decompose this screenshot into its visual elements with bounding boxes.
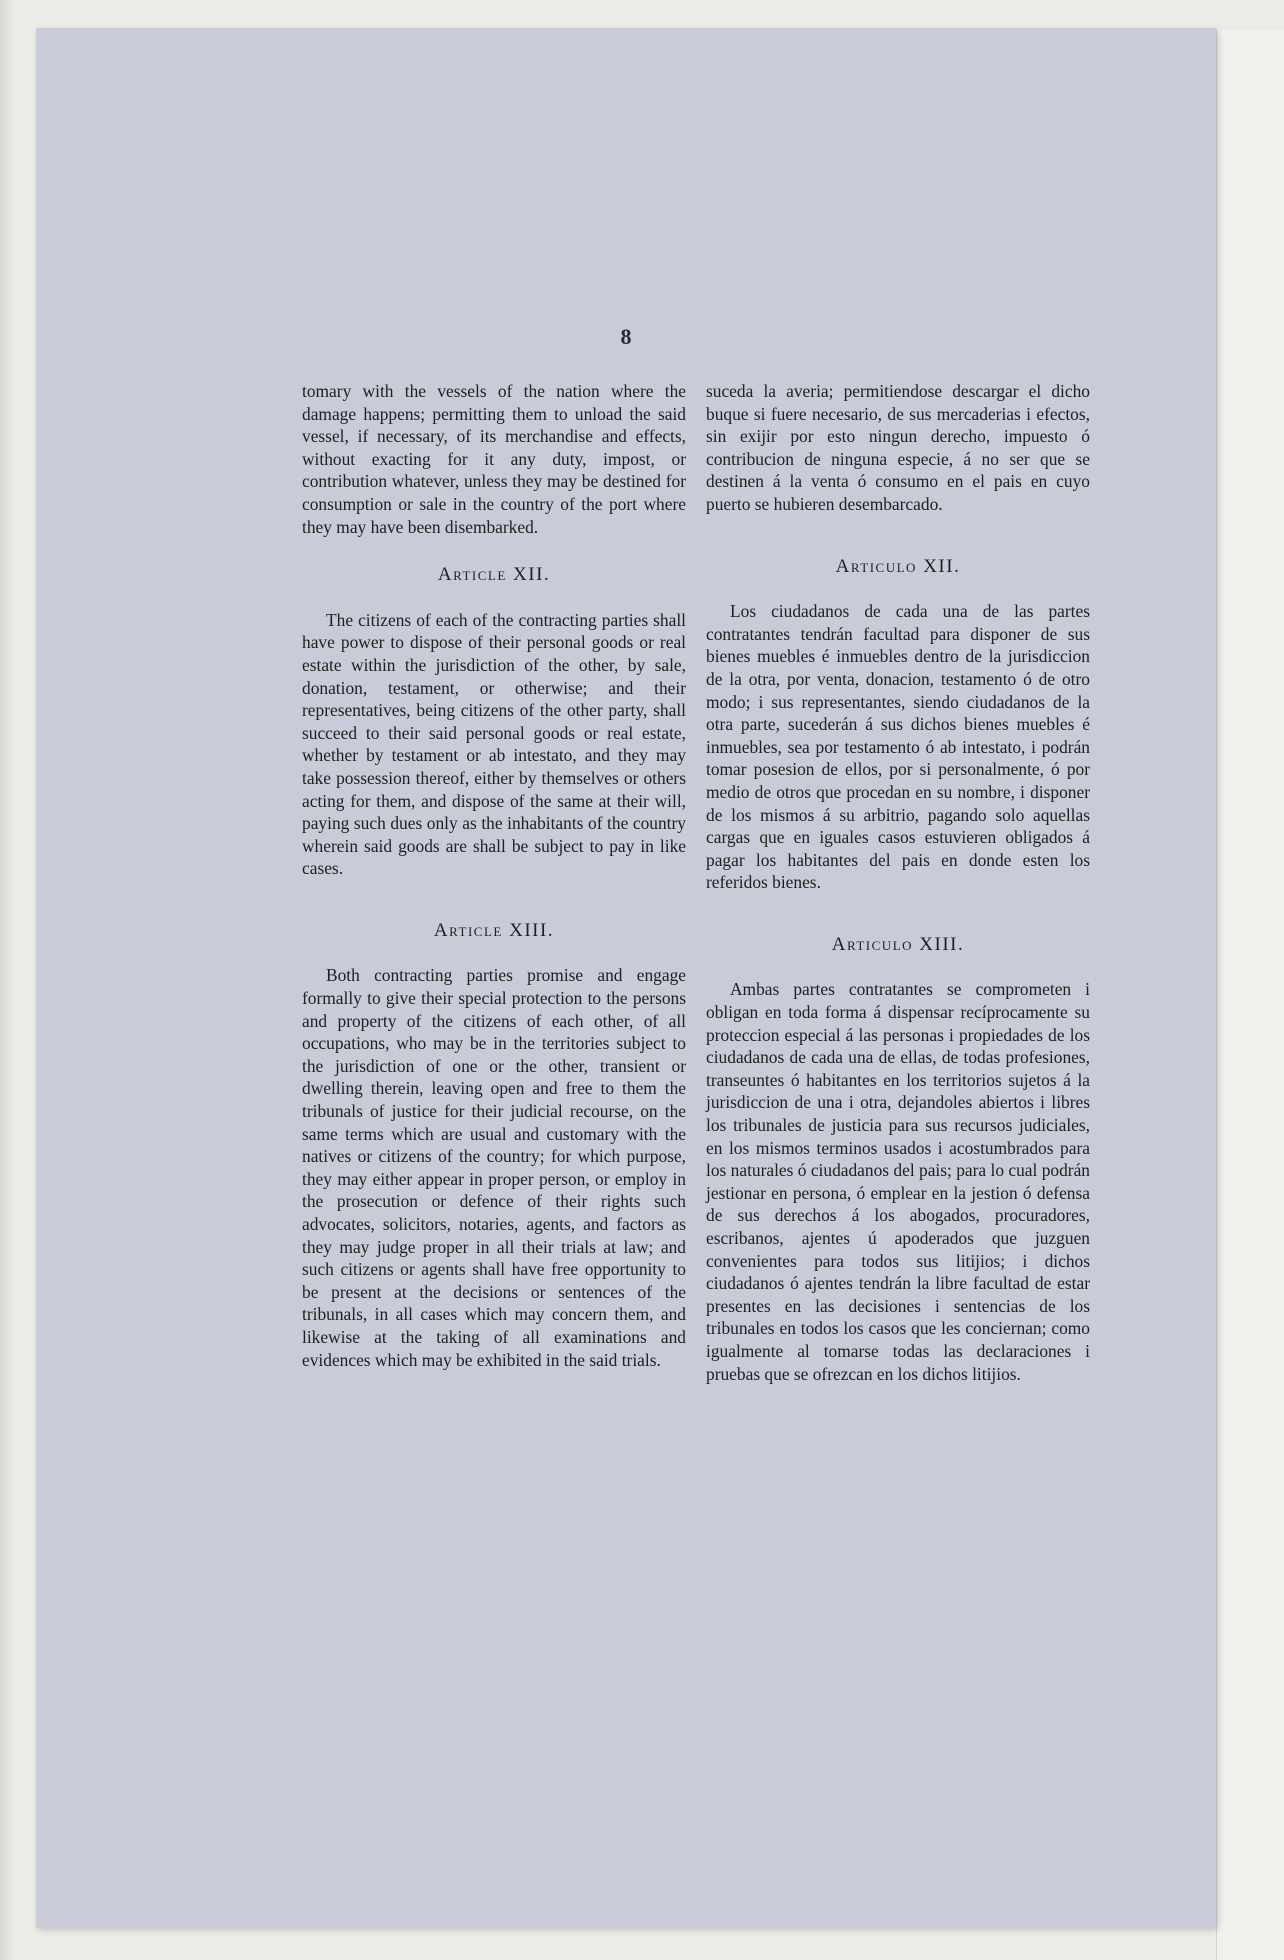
articulo-13-body: Ambas partes contratantes se comprometen i obligan en toda forma á dispensar recíprocamente su proteccion especial á las personas i propiedades de los ciudadanos de cada una de ellas, de todas profesiones, transeuntes ó habitantes en los territorios sujetos á la jurisdiccion de una i otra, dejandoles abiertos i libres los tribunales de justicia para sus recursos judiciales, en los mismos terminos usados i acostumbrados para los naturales ó ciudadanos del pais; para lo cual podrán jestionar en persona, ó emplear en la jestion ó defensa de sus derechos á los abogados, procuradores, escribanos, ajentes ú apoderados que juzguen convenientes para todos sus litijios; i dichos ciudadanos ó ajentes tendrán la libre facultad de estar presentes en las decisiones i sentencias de los tribunales en todos los casos que les conciernan; como igualmente al tomarse todas las declaraciones i pruebas que se ofrezcan en los dichos litijios.: [706, 979, 1090, 1384]
document-page: [36, 28, 1216, 1928]
background-sheet-edge: [0, 0, 14, 1960]
article-13-body: Both contracting parties promise and engage formally to give their special protection to the persons and property of the citizens of each other, of all occupations, who may be in the territories subject to the jurisdiction of one or the other, transient or dwelling therein, leaving open and free to them the tribunals of justice for their judicial recourse, on the same terms which are usual and customary with the natives or citizens of the country; for which purpose, they may either appear in proper person, or employ in the prosecution or defence of their rights such advocates, solicitors, notaries, agents, and factors as they may judge proper in all their trials at law; and such citizens or agents shall have free opportunity to be present at the decisions or sentences of the tribunals, in all cases which may concern them, and likewise at the taking of all examinations and evidences which may be exhibited in the said trials.: [302, 965, 686, 1370]
articulo-12-body: Los ciudadanos de cada una de las partes contratantes tendrán facultad para disponer de sus bienes muebles é inmuebles dentro de la jurisdiccion de la otra, por venta, donacion, testamento ó de otro modo; i sus representantes, siendo ciudadanos de la otra parte, sucederán á sus dichos bienes muebles é inmuebles, sea por testamento ó ab intestato, i podrán tomar posesion de ellos, por si personalmente, ó por medio de otros que procedan en su nombre, i disponer de los mismos á su arbitrio, pagando solo aquellas cargas que en iguales casos estuvieren obligados á pagar los habitantes del pais en donde esten los referidos bienes.: [706, 601, 1090, 893]
spanish-column: [706, 380, 1090, 1385]
spanish-intro-paragraph: suceda la averia; permitiendose descargar el dicho buque si fuere necesario, de sus mercaderias i efectos, sin exijir por esto ningun derecho, impuesto ó contribucion de ninguna especie, á no ser que se destinen á la venta ó consumo en el pais en cuyo puerto se hubieren desembarcado.: [706, 381, 1090, 514]
articulo-13-heading: Articulo XIII.: [831, 933, 965, 955]
article-12-body: The citizens of each of the contracting parties shall have power to dispose of their personal goods or real estate within the jurisdiction of the other, by sale, donation, testament, or otherwise; and their representatives, being citizens of the other party, shall succeed to their said personal goods or real estate, whether by testament or ab intestato, and they may take possession thereof, either by themselves or others acting for them, and dispose of the same at their will, paying such dues only as the inhabitants of the country wherein said goods are shall be subject to pay in like cases.: [302, 609, 686, 879]
article-12-heading: Article XII.: [437, 564, 551, 586]
english-intro-paragraph: tomary with the vessels of the nation where the damage happens; permitting them to unload the said vessel, if necessary, of its merchandise and effects, without exacting for it any duty, impost, or contribution whatever, unless they may be destined for consumption or sale in the country of the port where they may have been disembarked.: [302, 381, 686, 537]
underlying-paper-edge: [1216, 30, 1284, 1960]
article-13-heading: Article XIII.: [433, 919, 555, 941]
page-number: 8: [620, 324, 632, 349]
articulo-12-heading: Articulo XII.: [835, 555, 961, 577]
english-column: [302, 380, 686, 1371]
